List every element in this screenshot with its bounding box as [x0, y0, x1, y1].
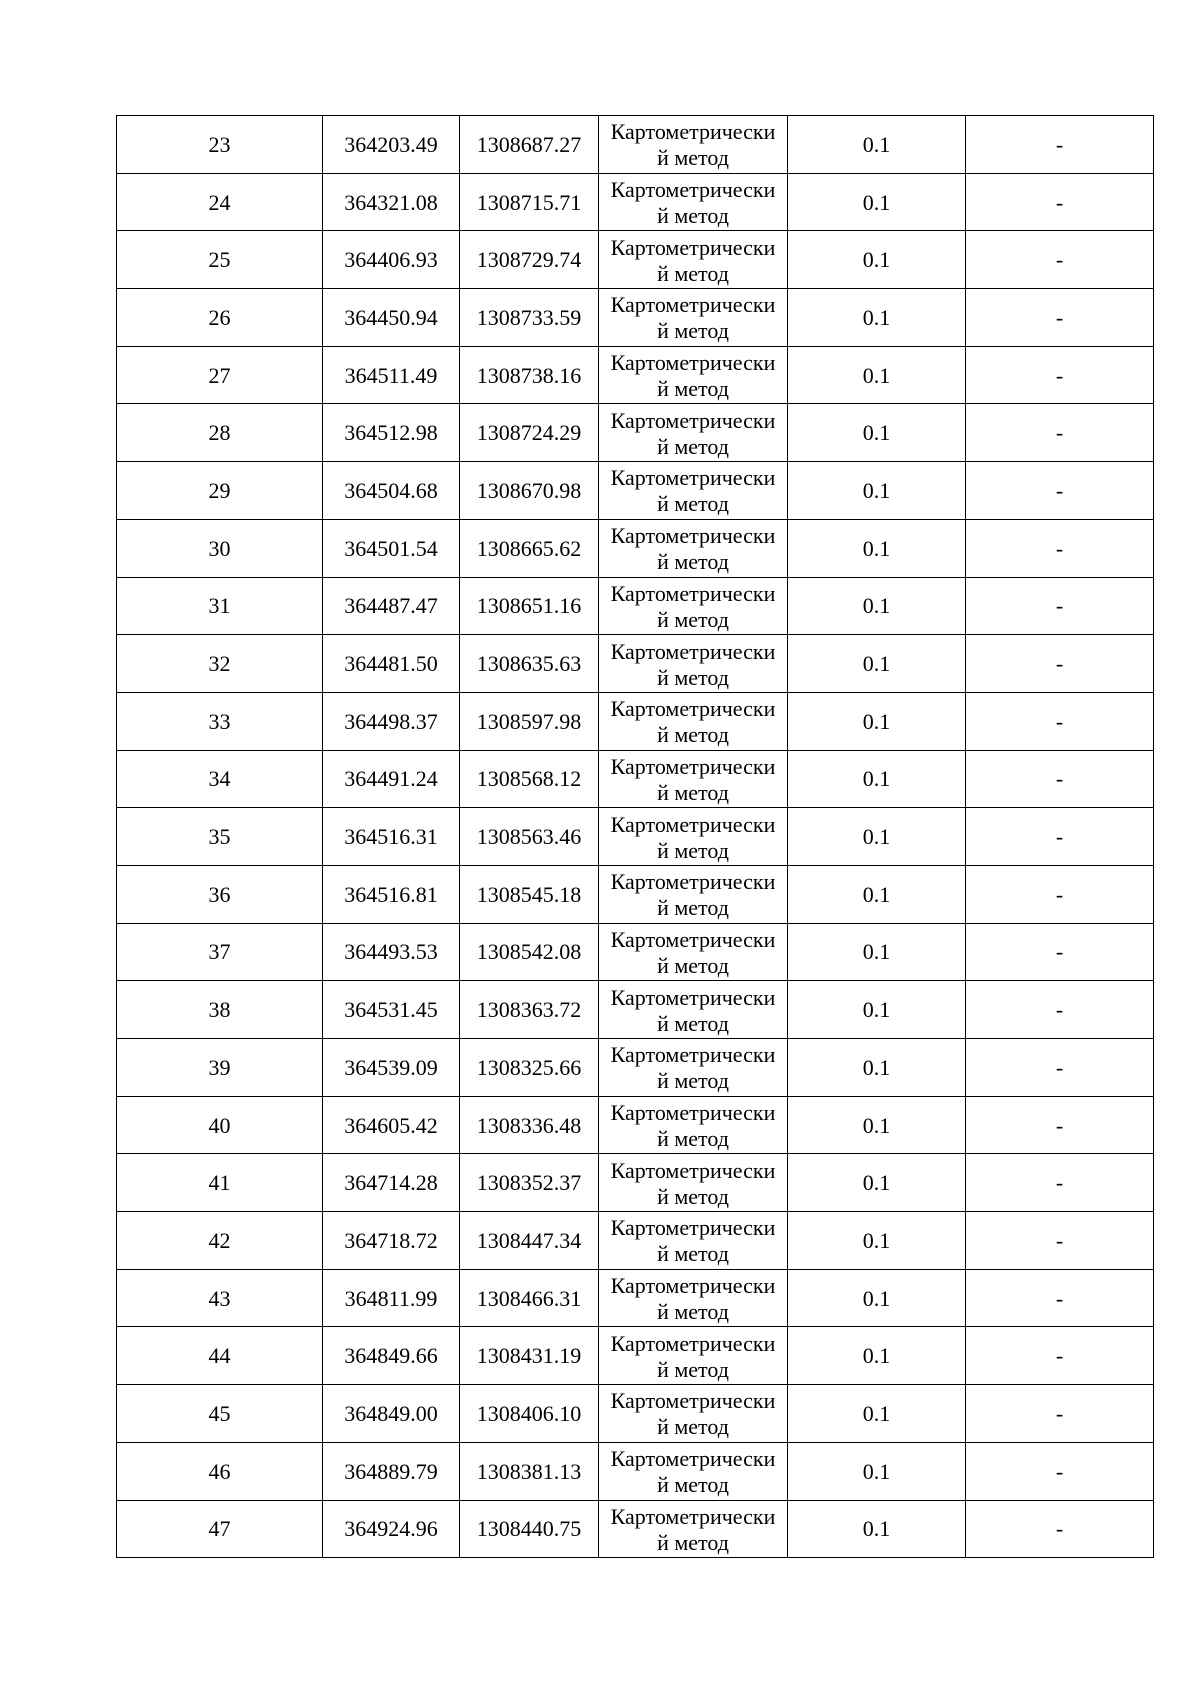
method-text-line2: й метод: [657, 837, 729, 863]
method-text-line2: й метод: [657, 433, 729, 459]
method-cell: [599, 692, 788, 750]
accuracy-cell: 0.1: [788, 692, 966, 750]
description-cell: -: [966, 692, 1154, 750]
accuracy-cell: 0.1: [788, 1039, 966, 1097]
x-coordinate-cell: 364498.37: [323, 692, 460, 750]
description-cell: -: [966, 750, 1154, 808]
description-cell: -: [966, 519, 1154, 577]
point-number-cell: 24: [117, 173, 323, 231]
table-row: [117, 404, 1154, 462]
table-row: [117, 1212, 1154, 1270]
method-cell: [599, 519, 788, 577]
method-text-line1: Картометрически: [610, 1446, 776, 1472]
y-coordinate-cell: 1308724.29: [460, 404, 599, 462]
point-number-cell: 23: [117, 116, 323, 174]
method-text-line1: Картометрически: [610, 465, 776, 491]
method-text-line1: Картометрически: [610, 580, 776, 606]
y-coordinate-cell: 1308352.37: [460, 1154, 599, 1212]
accuracy-cell: 0.1: [788, 1327, 966, 1385]
point-number-cell: 39: [117, 1039, 323, 1097]
y-coordinate-cell: 1308336.48: [460, 1096, 599, 1154]
x-coordinate-cell: 364493.53: [323, 923, 460, 981]
y-coordinate-cell: 1308381.13: [460, 1442, 599, 1500]
method-text-line2: й метод: [657, 145, 729, 171]
table-row: [117, 1442, 1154, 1500]
method-text-line2: й метод: [657, 1472, 729, 1498]
method-text-line2: й метод: [657, 1068, 729, 1094]
accuracy-cell: 0.1: [788, 1500, 966, 1558]
x-coordinate-cell: 364605.42: [323, 1096, 460, 1154]
method-cell: [599, 635, 788, 693]
method-text-line1: Картометрически: [610, 811, 776, 837]
point-number-cell: 26: [117, 289, 323, 347]
accuracy-cell: 0.1: [788, 173, 966, 231]
method-text-line2: й метод: [657, 952, 729, 978]
method-cell: [599, 1212, 788, 1270]
description-cell: -: [966, 1385, 1154, 1443]
y-coordinate-cell: 1308440.75: [460, 1500, 599, 1558]
table-row: [117, 808, 1154, 866]
table-row: [117, 1039, 1154, 1097]
description-cell: -: [966, 808, 1154, 866]
point-number-cell: 47: [117, 1500, 323, 1558]
method-text-line1: Картометрически: [610, 1330, 776, 1356]
description-cell: -: [966, 1212, 1154, 1270]
table-row: [117, 692, 1154, 750]
table-row: [117, 750, 1154, 808]
method-text-line1: Картометрически: [610, 407, 776, 433]
y-coordinate-cell: 1308635.63: [460, 635, 599, 693]
method-text-line2: й метод: [657, 1529, 729, 1555]
accuracy-cell: 0.1: [788, 404, 966, 462]
description-cell: -: [966, 1096, 1154, 1154]
x-coordinate-cell: 364539.09: [323, 1039, 460, 1097]
y-coordinate-cell: 1308670.98: [460, 462, 599, 520]
point-number-cell: 33: [117, 692, 323, 750]
accuracy-cell: 0.1: [788, 289, 966, 347]
accuracy-cell: 0.1: [788, 577, 966, 635]
table-row: [117, 116, 1154, 174]
method-cell: [599, 346, 788, 404]
method-text-line2: й метод: [657, 1241, 729, 1267]
accuracy-cell: 0.1: [788, 750, 966, 808]
description-cell: -: [966, 404, 1154, 462]
x-coordinate-cell: 364718.72: [323, 1212, 460, 1270]
method-text-line2: й метод: [657, 318, 729, 344]
y-coordinate-cell: 1308715.71: [460, 173, 599, 231]
method-cell: [599, 1039, 788, 1097]
method-text-line1: Картометрически: [610, 1215, 776, 1241]
table-row: [117, 1154, 1154, 1212]
table-row: [117, 635, 1154, 693]
x-coordinate-cell: 364481.50: [323, 635, 460, 693]
description-cell: -: [966, 289, 1154, 347]
method-text-line2: й метод: [657, 1414, 729, 1440]
table-row: [117, 923, 1154, 981]
method-text-line1: Картометрически: [610, 1503, 776, 1529]
method-text-line2: й метод: [657, 1010, 729, 1036]
description-cell: -: [966, 1269, 1154, 1327]
y-coordinate-cell: 1308563.46: [460, 808, 599, 866]
method-cell: [599, 231, 788, 289]
accuracy-cell: 0.1: [788, 1154, 966, 1212]
point-number-cell: 35: [117, 808, 323, 866]
y-coordinate-cell: 1308545.18: [460, 865, 599, 923]
x-coordinate-cell: 364811.99: [323, 1269, 460, 1327]
accuracy-cell: 0.1: [788, 1212, 966, 1270]
method-text-line2: й метод: [657, 203, 729, 229]
description-cell: -: [966, 1154, 1154, 1212]
point-number-cell: 42: [117, 1212, 323, 1270]
accuracy-cell: 0.1: [788, 231, 966, 289]
description-cell: -: [966, 116, 1154, 174]
x-coordinate-cell: 364924.96: [323, 1500, 460, 1558]
accuracy-cell: 0.1: [788, 1385, 966, 1443]
table-row: [117, 519, 1154, 577]
accuracy-cell: 0.1: [788, 1269, 966, 1327]
method-text-line1: Картометрически: [610, 984, 776, 1010]
method-text-line2: й метод: [657, 1126, 729, 1152]
point-number-cell: 28: [117, 404, 323, 462]
point-number-cell: 44: [117, 1327, 323, 1385]
x-coordinate-cell: 364714.28: [323, 1154, 460, 1212]
table-row: [117, 346, 1154, 404]
table-row: [117, 289, 1154, 347]
method-cell: [599, 116, 788, 174]
method-text-line2: й метод: [657, 722, 729, 748]
table-row: [117, 231, 1154, 289]
method-text-line1: Картометрически: [610, 696, 776, 722]
method-cell: [599, 1500, 788, 1558]
accuracy-cell: 0.1: [788, 923, 966, 981]
y-coordinate-cell: 1308733.59: [460, 289, 599, 347]
accuracy-cell: 0.1: [788, 808, 966, 866]
accuracy-cell: 0.1: [788, 116, 966, 174]
method-cell: [599, 1096, 788, 1154]
accuracy-cell: 0.1: [788, 865, 966, 923]
table-row: [117, 1269, 1154, 1327]
table-row: [117, 1096, 1154, 1154]
accuracy-cell: 0.1: [788, 346, 966, 404]
method-cell: [599, 462, 788, 520]
description-cell: -: [966, 865, 1154, 923]
table-row: [117, 981, 1154, 1039]
description-cell: -: [966, 1039, 1154, 1097]
x-coordinate-cell: 364849.66: [323, 1327, 460, 1385]
method-cell: [599, 1385, 788, 1443]
table-row: [117, 173, 1154, 231]
accuracy-cell: 0.1: [788, 981, 966, 1039]
method-text-line1: Картометрически: [610, 1157, 776, 1183]
table-row: [117, 1327, 1154, 1385]
method-cell: [599, 173, 788, 231]
method-text-line1: Картометрически: [610, 523, 776, 549]
point-number-cell: 25: [117, 231, 323, 289]
y-coordinate-cell: 1308729.74: [460, 231, 599, 289]
method-cell: [599, 1327, 788, 1385]
y-coordinate-cell: 1308738.16: [460, 346, 599, 404]
description-cell: -: [966, 231, 1154, 289]
x-coordinate-cell: 364504.68: [323, 462, 460, 520]
table-row: [117, 1500, 1154, 1558]
method-text-line1: Картометрически: [610, 638, 776, 664]
description-cell: -: [966, 981, 1154, 1039]
coordinates-table: [116, 115, 1154, 1558]
x-coordinate-cell: 364516.81: [323, 865, 460, 923]
y-coordinate-cell: 1308447.34: [460, 1212, 599, 1270]
method-text-line2: й метод: [657, 664, 729, 690]
point-number-cell: 43: [117, 1269, 323, 1327]
y-coordinate-cell: 1308466.31: [460, 1269, 599, 1327]
table-row: [117, 865, 1154, 923]
point-number-cell: 37: [117, 923, 323, 981]
description-cell: -: [966, 346, 1154, 404]
method-text-line2: й метод: [657, 1299, 729, 1325]
y-coordinate-cell: 1308568.12: [460, 750, 599, 808]
method-text-line1: Картометрически: [610, 292, 776, 318]
y-coordinate-cell: 1308542.08: [460, 923, 599, 981]
method-cell: [599, 923, 788, 981]
description-cell: -: [966, 923, 1154, 981]
point-number-cell: 30: [117, 519, 323, 577]
accuracy-cell: 0.1: [788, 519, 966, 577]
x-coordinate-cell: 364531.45: [323, 981, 460, 1039]
x-coordinate-cell: 364849.00: [323, 1385, 460, 1443]
point-number-cell: 36: [117, 865, 323, 923]
point-number-cell: 46: [117, 1442, 323, 1500]
method-text-line1: Картометрически: [610, 350, 776, 376]
method-cell: [599, 577, 788, 635]
y-coordinate-cell: 1308665.62: [460, 519, 599, 577]
x-coordinate-cell: 364889.79: [323, 1442, 460, 1500]
method-text-line1: Картометрически: [610, 926, 776, 952]
method-cell: [599, 404, 788, 462]
x-coordinate-cell: 364501.54: [323, 519, 460, 577]
y-coordinate-cell: 1308597.98: [460, 692, 599, 750]
table-row: [117, 462, 1154, 520]
method-cell: [599, 750, 788, 808]
method-cell: [599, 289, 788, 347]
description-cell: -: [966, 635, 1154, 693]
method-cell: [599, 1269, 788, 1327]
method-text-line2: й метод: [657, 1356, 729, 1382]
method-text-line1: Картометрически: [610, 177, 776, 203]
method-text-line2: й метод: [657, 376, 729, 402]
point-number-cell: 29: [117, 462, 323, 520]
x-coordinate-cell: 364491.24: [323, 750, 460, 808]
point-number-cell: 34: [117, 750, 323, 808]
accuracy-cell: 0.1: [788, 1096, 966, 1154]
description-cell: -: [966, 1500, 1154, 1558]
x-coordinate-cell: 364406.93: [323, 231, 460, 289]
method-text-line2: й метод: [657, 895, 729, 921]
method-text-line2: й метод: [657, 779, 729, 805]
method-text-line1: Картометрически: [610, 119, 776, 145]
method-text-line2: й метод: [657, 606, 729, 632]
y-coordinate-cell: 1308325.66: [460, 1039, 599, 1097]
point-number-cell: 27: [117, 346, 323, 404]
method-text-line1: Картометрически: [610, 869, 776, 895]
point-number-cell: 40: [117, 1096, 323, 1154]
y-coordinate-cell: 1308687.27: [460, 116, 599, 174]
point-number-cell: 32: [117, 635, 323, 693]
table-row: [117, 577, 1154, 635]
point-number-cell: 38: [117, 981, 323, 1039]
y-coordinate-cell: 1308431.19: [460, 1327, 599, 1385]
point-number-cell: 31: [117, 577, 323, 635]
x-coordinate-cell: 364450.94: [323, 289, 460, 347]
description-cell: -: [966, 173, 1154, 231]
accuracy-cell: 0.1: [788, 1442, 966, 1500]
method-text-line1: Картометрически: [610, 234, 776, 260]
x-coordinate-cell: 364512.98: [323, 404, 460, 462]
method-cell: [599, 865, 788, 923]
y-coordinate-cell: 1308406.10: [460, 1385, 599, 1443]
x-coordinate-cell: 364516.31: [323, 808, 460, 866]
point-number-cell: 45: [117, 1385, 323, 1443]
x-coordinate-cell: 364487.47: [323, 577, 460, 635]
point-number-cell: 41: [117, 1154, 323, 1212]
method-text-line2: й метод: [657, 549, 729, 575]
y-coordinate-cell: 1308651.16: [460, 577, 599, 635]
method-text-line1: Картометрически: [610, 1100, 776, 1126]
accuracy-cell: 0.1: [788, 635, 966, 693]
method-cell: [599, 1442, 788, 1500]
x-coordinate-cell: 364321.08: [323, 173, 460, 231]
method-cell: [599, 808, 788, 866]
method-text-line1: Картометрически: [610, 1388, 776, 1414]
method-cell: [599, 981, 788, 1039]
x-coordinate-cell: 364203.49: [323, 116, 460, 174]
description-cell: -: [966, 1442, 1154, 1500]
description-cell: -: [966, 462, 1154, 520]
coordinates-table-body: [117, 116, 1154, 1558]
table-row: [117, 1385, 1154, 1443]
method-cell: [599, 1154, 788, 1212]
x-coordinate-cell: 364511.49: [323, 346, 460, 404]
method-text-line1: Картометрически: [610, 1042, 776, 1068]
accuracy-cell: 0.1: [788, 462, 966, 520]
method-text-line2: й метод: [657, 260, 729, 286]
method-text-line1: Картометрически: [610, 1273, 776, 1299]
method-text-line1: Картометрически: [610, 753, 776, 779]
y-coordinate-cell: 1308363.72: [460, 981, 599, 1039]
method-text-line2: й метод: [657, 491, 729, 517]
description-cell: -: [966, 577, 1154, 635]
description-cell: -: [966, 1327, 1154, 1385]
method-text-line2: й метод: [657, 1183, 729, 1209]
